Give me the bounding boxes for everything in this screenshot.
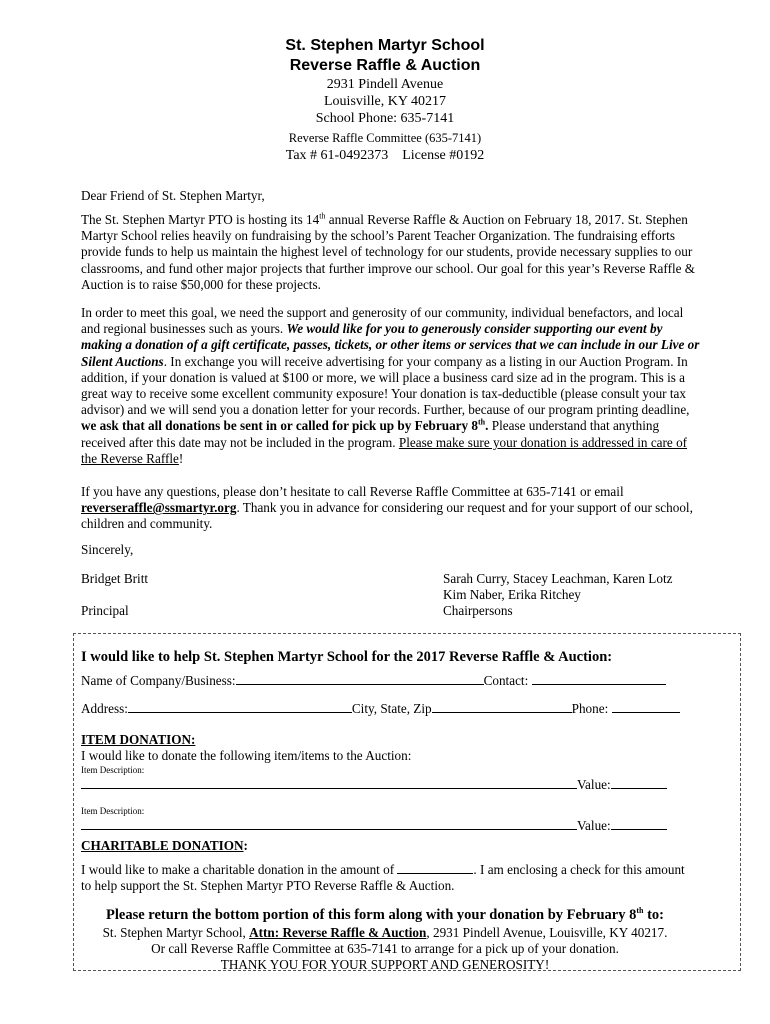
address-field[interactable] — [128, 700, 352, 713]
pickup-instructions: Or call Reverse Raffle Committee at 635-7141 to arrange for a pick up of your donation. — [151, 941, 619, 956]
license-number: License #0192 — [402, 148, 485, 163]
greeting: Dear Friend of St. Stephen Martyr, — [81, 188, 265, 203]
letterhead-address — [0, 76, 770, 127]
charitable-donation-heading: CHARITABLE DONATION: — [81, 838, 248, 853]
item-donation-heading: ITEM DONATION: — [81, 732, 196, 747]
item-value-field-2[interactable] — [611, 817, 667, 830]
chairpersons-names-2: Kim Naber, Erika Ritchey — [443, 587, 581, 602]
phone-field[interactable] — [612, 700, 680, 713]
chairpersons-title: Chairpersons — [443, 603, 513, 618]
item-description-field-1[interactable] — [81, 776, 577, 789]
tax-number: Tax # 61-0492373 — [285, 148, 389, 163]
paragraph-request: In order to meet this goal, we need the support and generosity of our community, individual benefactors, and local and regional businesses such as yours. We would like for you to generously consider supporting our event by making a donation of a gift certificate, passes, tickets, or other items or services that we can include in our Live or Silent Auctions. In exchange you will receive advertising for your company as a listing in our Auction Program. In addition, if your donation is valued at $100 or more, we will place a business card size ad in the program. This is a great way to receive some excellent community exposure! Your donation is tax-deductible (please consult your tax advisor) and we will send you a donation letter for your records. Further, because of our program printing deadline, we ask that all donations be sent in or called for pick up by February 8th. Please understand that anything received after this date may not be included in the program. Please make sure your donation is addressed in care of the Reverse Raffle! — [81, 305, 700, 466]
form-title: I would like to help St. Stephen Martyr School for the 2017 Reverse Raffle & Auction: — [81, 649, 613, 665]
charitable-donation-text: I would like to make a charitable donation in the amount of . I am enclosing a check for this amount to help support the St. Stephen Martyr PTO Reverse Raffle & Auction. — [81, 862, 685, 894]
return-address: St. Stephen Martyr School, Attn: Reverse Raffle & Auction, 2931 Pindell Avenue, Louisville, KY 40217. — [102, 925, 668, 940]
city-address: Louisville, KY 40217 — [324, 94, 446, 109]
school-phone: School Phone: 635-7141 — [315, 111, 455, 126]
item-donation-text: I would like to donate the following item/items to the Auction: — [81, 748, 412, 763]
return-instructions-title: Please return the bottom portion of this form along with your donation by February 8th to: — [106, 906, 664, 923]
committee-line: Reverse Raffle Committee (635-7141) — [288, 131, 482, 145]
contact-field[interactable] — [532, 672, 666, 685]
item-value-field-1[interactable] — [611, 776, 667, 789]
event-name: Reverse Raffle & Auction — [289, 57, 481, 74]
item-row-1: Value: — [81, 776, 667, 793]
item-description-label-2: Item Description: — [81, 806, 145, 816]
donation-amount-field[interactable] — [397, 861, 473, 874]
closing: Sincerely, — [81, 542, 134, 557]
item-row-2: Value: — [81, 817, 667, 834]
tax-license-line — [0, 147, 770, 164]
signer-principal-name: Bridget Britt — [81, 571, 149, 586]
company-row: Name of Company/Business: Contact: — [81, 672, 666, 689]
city-state-zip-field[interactable] — [432, 700, 572, 713]
company-field[interactable] — [236, 672, 484, 685]
item-description-label-1: Item Description: — [81, 765, 145, 775]
chairpersons-names-1: Sarah Curry, Stacey Leachman, Karen Lotz — [443, 571, 673, 586]
address-row: Address: City, State, Zip Phone: — [81, 700, 680, 717]
paragraph-intro: The St. Stephen Martyr PTO is hosting its 14th annual Reverse Raffle & Auction on February 18, 2017. St. Stephen Martyr School relies heavily on fundraising by the school’s Parent Teacher Organization. The fundraising efforts provide funds to help us maintain the highest level of technology for our students, provide necessary supplies to our classrooms, and fund other major projects that further improve our school. Our goal for this year’s Reverse Raffle & Auction is to raise $50,000 for these projects. — [81, 211, 696, 292]
item-description-field-2[interactable] — [81, 817, 577, 830]
email-link[interactable]: reverseraffle@ssmartyr.org — [81, 500, 237, 516]
care-of-note: Please make sure your donation is addressed in care of the Reverse Raffle — [81, 434, 688, 466]
signer-principal-title: Principal — [81, 603, 129, 618]
school-name: St. Stephen Martyr School — [285, 37, 485, 54]
street-address: 2931 Pindell Avenue — [326, 77, 444, 92]
paragraph-questions: If you have any questions, please don’t hesitate to call Reverse Raffle Committee at 635-7141 or email reverseraffle@ssmartyr.org. Thank you in advance for considering our request and for your support of our school, children and community. — [81, 484, 693, 532]
letterhead-title — [0, 36, 770, 76]
thank-you-line: THANK YOU FOR YOUR SUPPORT AND GENEROSITY! — [220, 957, 550, 972]
